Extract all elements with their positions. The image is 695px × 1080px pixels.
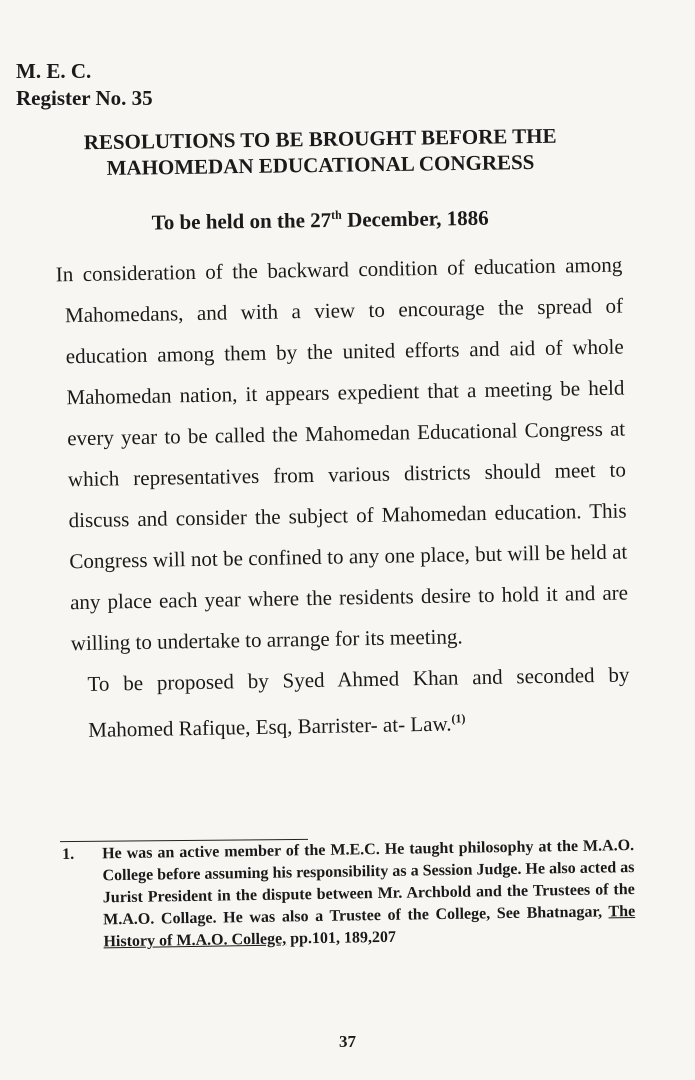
document-title bbox=[30, 122, 611, 182]
footnote-book-title: The History of M.A.O. College, bbox=[103, 903, 636, 951]
resolution-text: In consideration of the backward condition of education among Mahomedans, and with a view to encourage the spread of education among them by the united efforts and aid of whole Mahomedan nation, it appears expedient that a meeting be held every year to be called the Mahomedan Educational Congress at which representatives from various districts should meet to discuss and consider the subject of Mahomedan education. This Congress will not be confined to any one place, but will be held at any place each year where the residents desire to hold it and are willing to undertake to arrange for its meeting. bbox=[55, 252, 629, 656]
title-line-2: MAHOMEDAN EDUCATIONAL CONGRESS bbox=[106, 149, 535, 180]
footnote-body bbox=[102, 835, 636, 953]
register-header bbox=[16, 58, 153, 112]
proposal-text: To be proposed by Syed Ahmed Khan and seconded by Mahomed Rafique, Esq, Barrister- at- Law. bbox=[87, 662, 630, 742]
held-date-line bbox=[40, 204, 600, 237]
footnote-text: He was an active member of the M.E.C. He taught philosophy at the M.A.O. College before assuming his responsibility as a Session Judge. He also acted as Jurist President in the dispute between Mr. Archbold and the Trustees of the M.A.O. Collage. He was also a Trustee of the College, See Bhatnagar, bbox=[102, 837, 635, 929]
proposal-paragraph bbox=[29, 654, 630, 751]
resolution-number bbox=[22, 255, 47, 296]
held-prefix: To be held on the 27 bbox=[151, 207, 332, 235]
held-suffix: December, 1886 bbox=[341, 205, 489, 232]
resolution-paragraph bbox=[22, 245, 629, 665]
footnote-reference: (1) bbox=[451, 711, 466, 726]
footnote-number: 1. bbox=[62, 845, 75, 863]
footnote-pages: pp.101, 189,207 bbox=[286, 928, 397, 948]
page-number: 37 bbox=[339, 1032, 356, 1051]
footnote bbox=[62, 835, 636, 954]
title-line-1: RESOLUTIONS TO BE BROUGHT BEFORE THE bbox=[83, 123, 557, 155]
header-org: M. E. C. bbox=[16, 59, 92, 83]
header-register: Register No. 35 bbox=[16, 86, 153, 110]
resolution-body bbox=[22, 245, 631, 752]
held-superscript: th bbox=[331, 207, 342, 222]
